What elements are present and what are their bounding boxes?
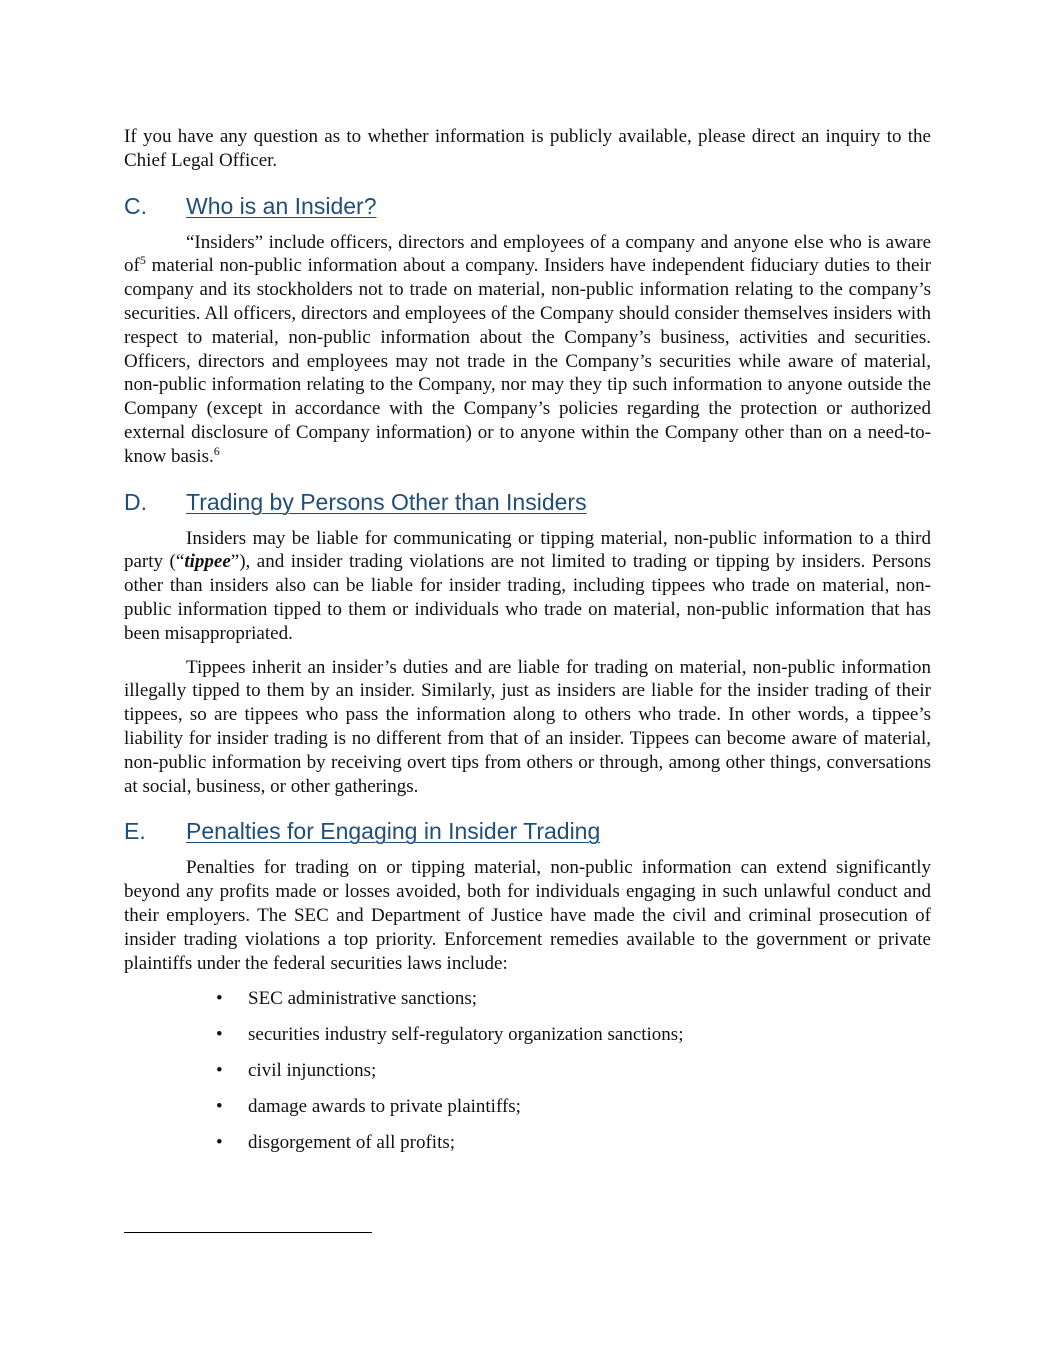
section-title: Penalties for Engaging in Insider Trading (186, 818, 601, 845)
defined-term: tippee (184, 551, 231, 573)
section-d-paragraph-2: Tippees inherit an insider’s duties and are liable for trading on material, non-public information illegally tipped to them by an insider. Similarly, just as insiders are liable for the insider trading of their tippees, so are tippees who pass the information along to others who trade. In other words, a tippee’s liability for insider trading is no different from that of an insider. Tippees can become aware of material, non-public information by receiving overt tips from others or through, among other things, conversations at social, business, or other gatherings. (124, 656, 931, 797)
list-item: • damage awards to private plaintiffs; (216, 1095, 521, 1117)
section-title: Trading by Persons Other than Insiders (186, 488, 587, 515)
section-letter: C. (124, 192, 147, 219)
section-e-heading (124, 817, 931, 845)
footnote-ref-6[interactable]: 6 (213, 443, 220, 458)
remedies-list (124, 987, 931, 1154)
footnote-separator (124, 1232, 372, 1233)
list-item: • disgorgement of all profits; (216, 1131, 456, 1153)
section-d-paragraph-1: Insiders may be liable for communicating or tipping material, non-public information to a third party (“tippee”), and insider trading violations are not limited to trading or tipping by insiders. Persons other than insiders also can be liable for insider trading, including tippees who trade on material, non-public information tipped to them or individuals who trade on material, non-public information that has been misappropriated. (124, 527, 931, 644)
bullet-icon: • (216, 1059, 223, 1081)
list-item: • SEC administrative sanctions; (216, 988, 478, 1010)
section-c-paragraph: “Insiders” include officers, directors and employees of a company and anyone else who is aware $of^5$ material non-public information about a company. Insiders have independent fiduciary duties to their company and its stockholders not to trade on material, non-public information relating to the company’s securities. All officers, directors and employees of the Company should consider themselves insiders with respect to material, non-public information about the Company’s business, activities and securities. Officers, directors and employees may not trade in the Company’s securities while aware of material, non-public information relating to the Company, nor may they tip such information to anyone outside the Company (except in accordance with the Company’s policies regarding the protection or authorized external disclosure of Company information) or to anyone within the Company other than on a need-to-know basis.$^6$ (124, 231, 931, 467)
bullet-icon: • (216, 988, 223, 1010)
list-item: • civil injunctions; (216, 1059, 377, 1081)
footnote-ref-5[interactable]: 5 (139, 253, 146, 268)
bullet-icon: • (216, 1024, 223, 1046)
section-d-heading (124, 488, 931, 516)
bullet-icon: • (216, 1131, 223, 1153)
bullet-icon: • (216, 1095, 223, 1117)
section-letter: E. (124, 818, 146, 845)
section-title: Who is an Insider? (186, 192, 377, 219)
intro-paragraph: If you have any question as to whether information is publicly available, please direct an inquiry to the Chief Legal Officer. (124, 126, 931, 171)
section-letter: D. (124, 488, 147, 515)
list-item: • securities industry self-regulatory organization sanctions; (216, 1024, 684, 1046)
section-e-paragraph: Penalties for trading on or tipping material, non-public information can extend significantly beyond any profits made or losses avoided, both for individuals engaging in such unlawful conduct and their employers. The SEC and Department of Justice have made the civil and criminal prosecution of insider trading violations a top priority. Enforcement remedies available to the government or private plaintiffs under the federal securities laws include: (124, 857, 931, 974)
document-page (124, 125, 931, 1166)
section-c-heading (124, 192, 931, 220)
